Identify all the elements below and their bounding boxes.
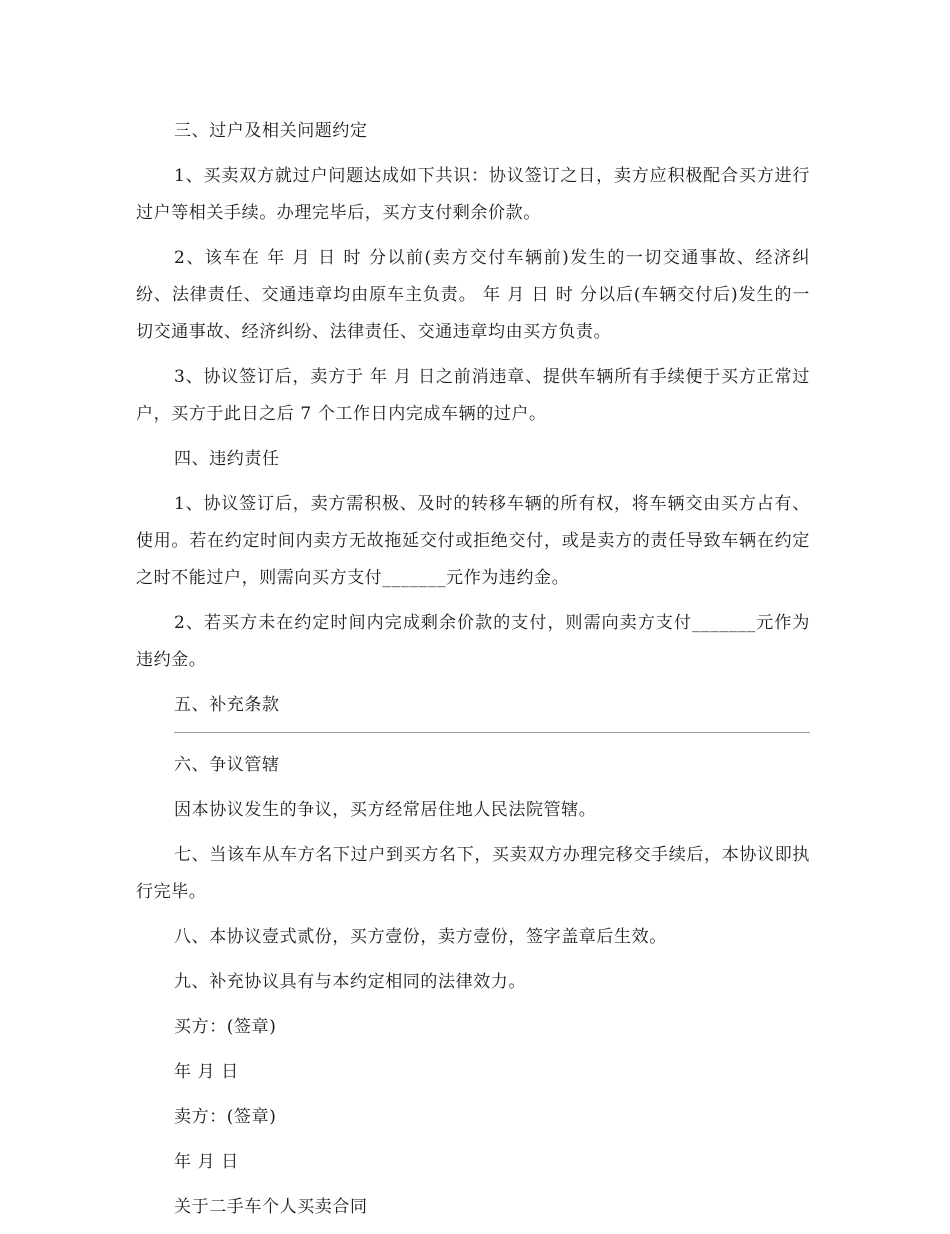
- clause-transfer-deadline: 3、协议签订后，卖方于 年 月 日之前消违章、提供车辆所有手续便于买方正常过户，买方于此日之后 7 个工作日内完成车辆的过户。: [136, 367, 810, 424]
- clause-supplement-validity: 九、补充协议具有与本约定相同的法律效力。: [174, 972, 526, 992]
- clause-completion: 七、当该车从车方名下过户到买方名下，买卖双方办理完移交手续后，本协议即执行完毕。: [136, 845, 810, 902]
- clause-liability-cutoff: 2、该车在 年 月 日 时 分以前(卖方交付车辆前)发生的一切交通事故、经济纠纷、法律责任、交通违章均由原车主负责。 年 月 日 时 分以后(车辆交付后)发生的一切交通事故、经济纠纷、法律责任、交通违章均由买方负责。: [136, 248, 810, 342]
- section-title-transfer: 三、过户及相关问题约定: [174, 121, 368, 141]
- buyer-date-label: 年 月 日: [174, 1062, 239, 1082]
- clause-jurisdiction: 因本协议发生的争议，买方经常居住地人民法院管辖。: [174, 800, 597, 820]
- document-body: [136, 113, 810, 1234]
- seller-date-label: 年 月 日: [174, 1152, 239, 1172]
- buyer-signature-label: 买方：(签章): [174, 1017, 277, 1037]
- clause-copies: 八、本协议壹式贰份，买方壹份，卖方壹份，签字盖章后生效。: [174, 927, 667, 947]
- seller-signature-label: 卖方：(签章): [174, 1107, 277, 1127]
- clause-buyer-breach: 2、若买方未在约定时间内完成剩余价款的支付，则需向卖方支付_______元作为违约金。: [136, 613, 810, 670]
- clause-seller-breach: 1、协议签订后，卖方需积极、及时的转移车辆的所有权，将车辆交由买方占有、使用。若在约定时间内卖方无故拖延交付或拒绝交付，或是卖方的责任导致车辆在约定之时不能过户，则需向买方支付_______元作为违约金。: [136, 494, 810, 588]
- section-title-breach: 四、违约责任: [174, 449, 280, 469]
- supplementary-blank-line: [174, 732, 810, 733]
- section-title-supplementary: 五、补充条款: [174, 695, 280, 715]
- section-title-jurisdiction: 六、争议管辖: [174, 755, 280, 775]
- document-footer-title: 关于二手车个人买卖合同: [174, 1197, 368, 1217]
- clause-transfer-consensus: 1、买卖双方就过户问题达成如下共识：协议签订之日，卖方应积极配合买方进行过户等相关手续。办理完毕后，买方支付剩余价款。: [136, 166, 810, 223]
